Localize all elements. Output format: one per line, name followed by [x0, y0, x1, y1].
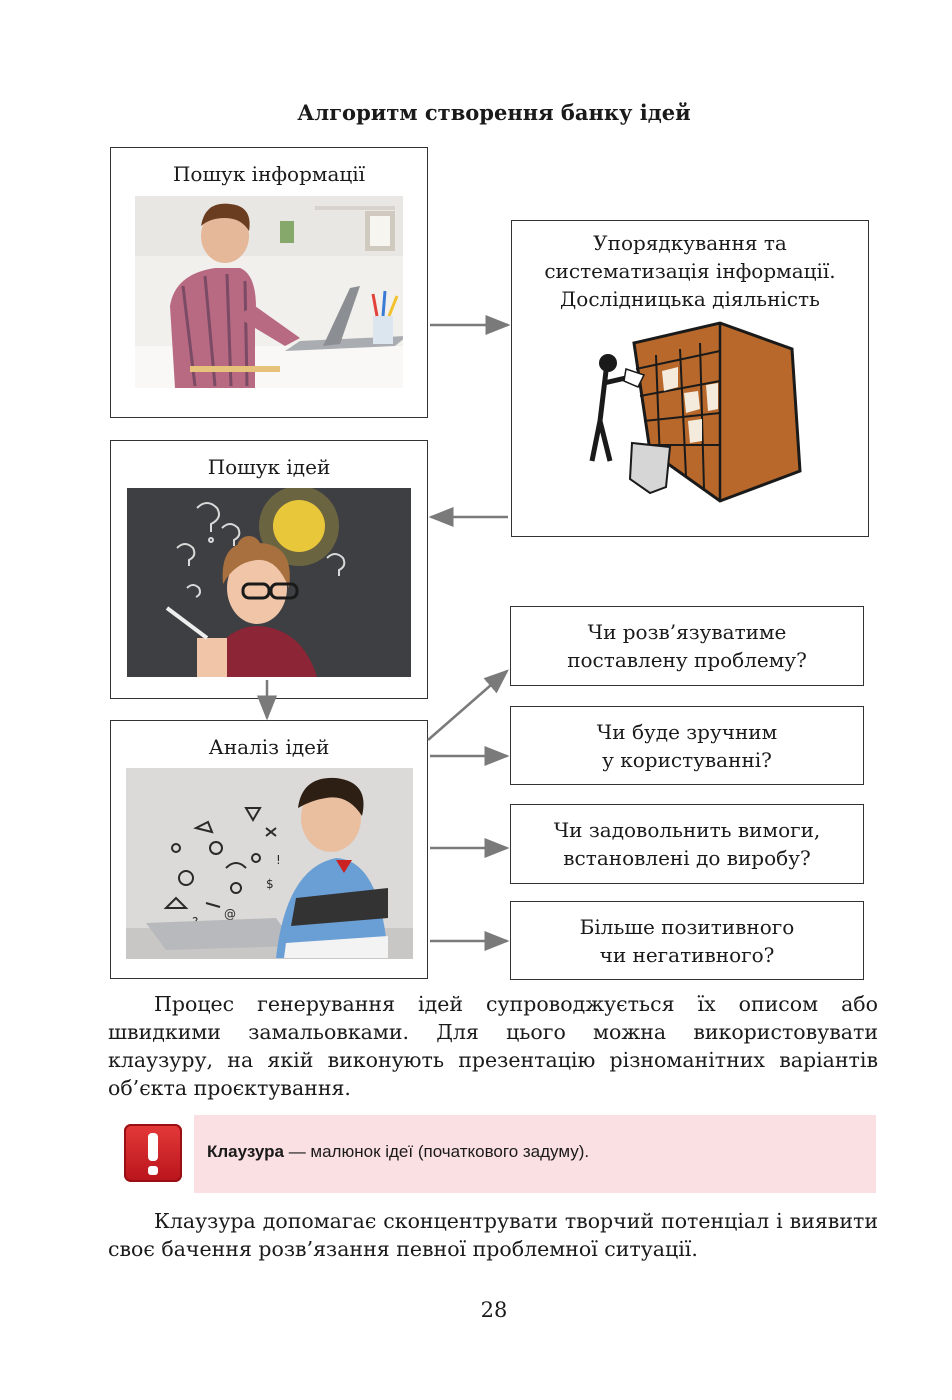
step-search-ideas-label: Пошук ідей [207, 455, 331, 479]
paragraph-2-text: Клаузура допомагає сконцентрувати творчий потенціал і виявити своє бачення розв’язання певної проблемної ситуації. [108, 1209, 878, 1261]
definition-body: — малюнок ідеї (початкового задуму). [283, 1142, 590, 1161]
diagram-title: Алгоритм створення банку ідей [297, 100, 691, 125]
definition-text [207, 1142, 589, 1162]
step-analysis-label: Аналіз ідей [208, 735, 330, 759]
page-number: 28 [480, 1298, 508, 1322]
svg-text:@: @ [224, 907, 236, 921]
question-2-line-1: Чи буде зручним [596, 719, 778, 744]
arrow-to-question-1 [428, 671, 507, 740]
step-organize-line-2: систематизація інформації. [544, 259, 836, 283]
question-1-line-2: поставлену проблему? [567, 648, 807, 672]
svg-text:!: ! [276, 853, 281, 867]
question-2-line-2: у користуванні? [602, 747, 772, 772]
definition-term: Клаузура [207, 1142, 284, 1161]
exclamation-icon [124, 1124, 182, 1182]
paragraph-1 [108, 990, 878, 1102]
paragraph-2 [108, 1207, 878, 1263]
paragraph-1-text: Процес генерування ідей супроводжується їх описом або швидкими замальовками. Для цього можна використовувати клаузуру, на якій виконують презентацію різноманітних варіантів об’єкта проєктування. [108, 992, 878, 1100]
svg-text:$: $ [266, 877, 274, 891]
question-4-line-2: чи негативного? [599, 942, 775, 967]
question-3-line-2: встановлені до виробу? [563, 846, 811, 870]
question-1-line-1: Чи розв’язуватиме [587, 620, 787, 644]
step-organize-line-3: Дослідницька діяльність [560, 287, 820, 311]
question-4-line-1: Більше позитивного [579, 914, 795, 939]
step-search-info-label: Пошук інформації [172, 162, 366, 186]
step-organize-line-1: Упорядкування та [593, 231, 787, 255]
question-3-line-1: Чи задовольнить вимоги, [553, 818, 821, 842]
